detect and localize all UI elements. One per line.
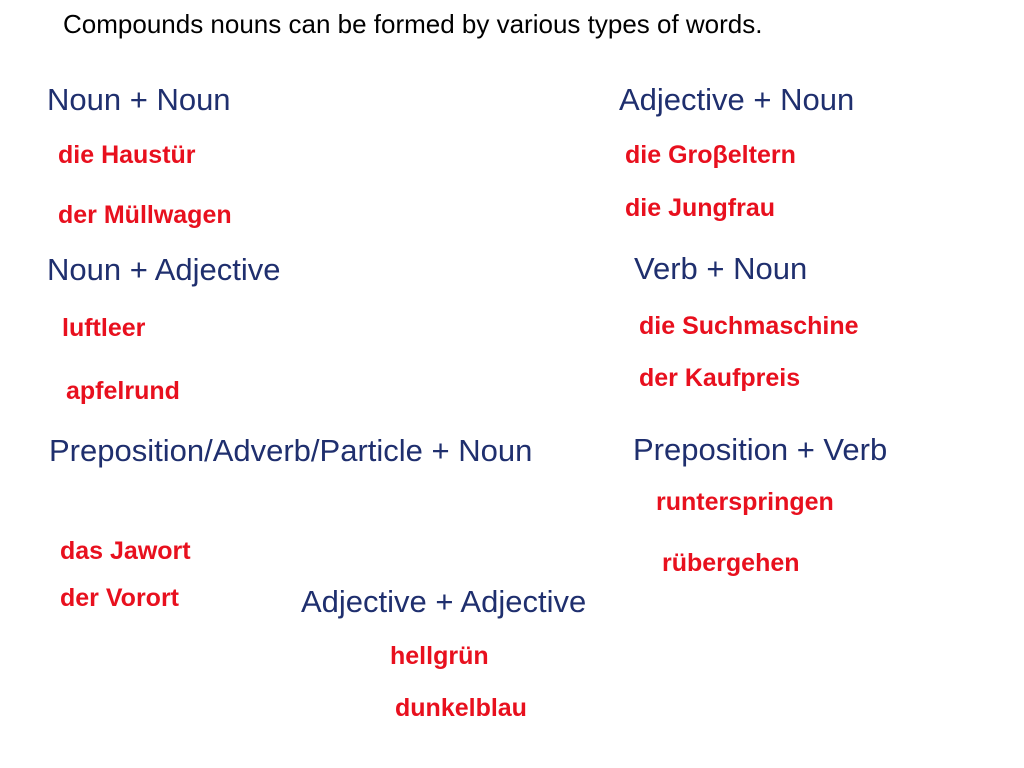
heading-noun-adjective: Noun + Adjective: [47, 252, 281, 287]
heading-preposition-verb: Preposition + Verb: [633, 432, 888, 467]
example-noun-adjective-1: luftleer: [62, 314, 146, 342]
example-noun-noun-2: der Müllwagen: [58, 201, 232, 229]
heading-adjective-adjective: Adjective + Adjective: [301, 584, 587, 619]
heading-noun-noun: Noun + Noun: [47, 82, 231, 117]
example-verb-noun-1: die Suchmaschine: [639, 312, 859, 340]
example-preposition-verb-2: rübergehen: [662, 549, 800, 577]
intro-text: Compounds nouns can be formed by various types of words.: [63, 9, 763, 39]
heading-adjective-noun: Adjective + Noun: [619, 82, 855, 117]
example-prep-adv-particle-noun-2: der Vorort: [60, 584, 179, 612]
example-adjective-adjective-2: dunkelblau: [395, 694, 527, 722]
heading-prep-adv-particle-noun: Preposition/Adverb/Particle + Noun: [49, 433, 533, 468]
example-noun-noun-1: die Haustür: [58, 141, 196, 169]
heading-verb-noun: Verb + Noun: [634, 251, 808, 286]
example-adjective-noun-2: die Jungfrau: [625, 194, 776, 222]
example-adjective-adjective-1: hellgrün: [390, 642, 489, 670]
example-prep-adv-particle-noun-1: das Jawort: [60, 537, 191, 565]
example-preposition-verb-1: runterspringen: [656, 488, 834, 516]
example-verb-noun-2: der Kaufpreis: [639, 364, 801, 392]
example-adjective-noun-1: die Groβeltern: [625, 141, 796, 169]
example-noun-adjective-2: apfelrund: [66, 377, 180, 405]
